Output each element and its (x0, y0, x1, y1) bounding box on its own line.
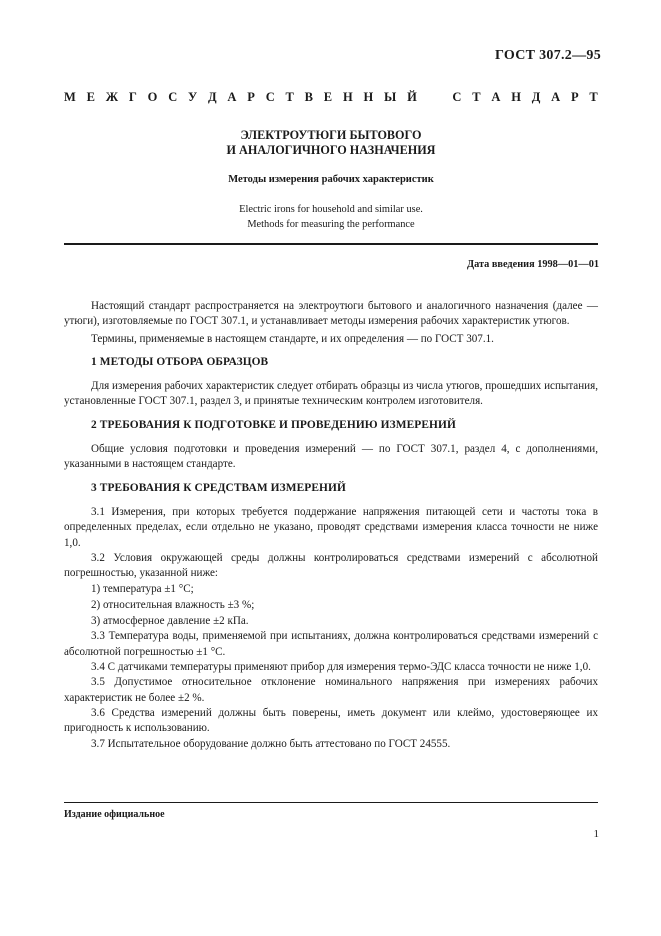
section-2-paragraph: Общие условия подготовки и проведения измерений — по ГОСТ 307.1, раздел 4, с дополнениями, указанными в настоящем стандарте. (64, 443, 598, 471)
banner-letter: Д (531, 90, 541, 104)
banner-letter: А (551, 90, 561, 104)
intro-paragraph: Настоящий стандарт распространяется на электроутюги бытового и аналогичного назначения (далее — утюги), изготовляемые по ГОСТ 307.1, и устанавливает методы измерения рабочих характеристик утюгов. (64, 300, 598, 328)
page-number: 1 (593, 828, 599, 840)
document-number: ГОСТ 307.2—95 (495, 48, 601, 63)
banner-letter: А (491, 90, 501, 104)
clause-3-7: 3.7 Испытательное оборудование должно быть аттестовано по ГОСТ 24555. (91, 737, 451, 750)
english-title-line-1: Electric irons for household and similar use. (239, 204, 423, 215)
header-divider (64, 243, 598, 245)
clause-3-5: 3.5 Допустимое относительное отклонение номинального напряжения при измерениях рабочих характеристик не более ±2 %. (64, 676, 598, 704)
title-line-1: ЭЛЕКТРОУТЮГИ БЫТОВОГО (240, 128, 422, 142)
document-body (64, 299, 598, 752)
banner-letter: Г (128, 90, 137, 104)
banner-letter: Ы (384, 90, 397, 104)
interstate-standard-banner (64, 90, 598, 105)
document-title (64, 128, 598, 158)
banner-letter: Д (208, 90, 217, 104)
banner-letter: Т (285, 90, 294, 104)
banner-letter: Й (407, 90, 417, 104)
english-title (64, 202, 598, 232)
banner-letter: В (304, 90, 313, 104)
banner-letter: Н (342, 90, 353, 104)
introduction-date: Дата введения 1998—01—01 (467, 259, 599, 270)
banner-letter: Н (511, 90, 521, 104)
banner-letter: М (64, 90, 76, 104)
clause-3-2: 3.2 Условия окружающей среды должны контролироваться средствами измерений с абсолютной погрешностью, указанной ниже: (64, 551, 598, 580)
banner-letter: С (168, 90, 178, 104)
banner-letter: С (265, 90, 275, 104)
official-edition-label: Издание официальное (64, 809, 165, 820)
title-line-2: И АНАЛОГИЧНОГО НАЗНАЧЕНИЯ (226, 143, 436, 157)
section-1-paragraph: Для измерения рабочих характеристик следует отбирать образцы из числа утюгов, прошедших испытания, установленные ГОСТ 307.1, раздел 3, и принятые техническим контролем изготовителя. (64, 380, 598, 408)
banner-letter: Р (570, 90, 579, 104)
banner-letter: С (452, 90, 462, 104)
list-item-pressure: 3) атмосферное давление ±2 кПа. (91, 615, 249, 628)
section-heading-2: 2 ТРЕБОВАНИЯ К ПОДГОТОВКЕ И ПРОВЕДЕНИЮ ИЗМЕРЕНИЙ (91, 418, 456, 431)
banner-letter: У (188, 90, 198, 104)
banner-word-gap (428, 90, 442, 105)
banner-letter: Ж (105, 90, 119, 104)
terms-paragraph: Термины, применяемые в настоящем стандарте, и их определения — по ГОСТ 307.1. (91, 332, 494, 345)
clause-3-6: 3.6 Средства измерений должны быть поверены, иметь документ или клеймо, удостоверяющее их пригодность к использованию. (64, 706, 598, 735)
clause-3-3: 3.3 Температура воды, применяемой при испытаниях, должна контролироваться средствами измерений с абсолютной погрешностью ±1 °С. (64, 630, 598, 658)
banner-letter: Р (247, 90, 255, 104)
document-subtitle: Методы измерения рабочих характеристик (228, 174, 434, 185)
section-heading-3: 3 ТРЕБОВАНИЯ К СРЕДСТВАМ ИЗМЕРЕНИЙ (91, 481, 346, 494)
list-item-humidity: 2) относительная влажность ±3 %; (91, 599, 255, 612)
banner-letter: Е (323, 90, 333, 104)
banner-letter: А (227, 90, 237, 104)
clause-3-1: 3.1 Измерения, при которых требуется поддержание напряжения питающей сети и частоты тока в определенных пределах, если отдельно не указано, проводят средствами измерения класса точности не ниже 1,0. (64, 505, 598, 549)
english-title-line-2: Methods for measuring the performance (247, 219, 415, 230)
banner-letter: Т (472, 90, 481, 104)
banner-letter: Е (86, 90, 95, 104)
footer-divider (64, 802, 598, 803)
section-heading-1: 1 МЕТОДЫ ОТБОРА ОБРАЗЦОВ (91, 355, 269, 368)
banner-letter: Н (363, 90, 374, 104)
banner-letter: О (147, 90, 158, 104)
clause-3-4: 3.4 С датчиками температуры применяют прибор для измерения термо-ЭДС класса точности не ниже 1,0. (91, 661, 591, 674)
banner-letter: Т (589, 90, 598, 104)
list-item-temperature: 1) температура ±1 °С; (91, 583, 194, 596)
